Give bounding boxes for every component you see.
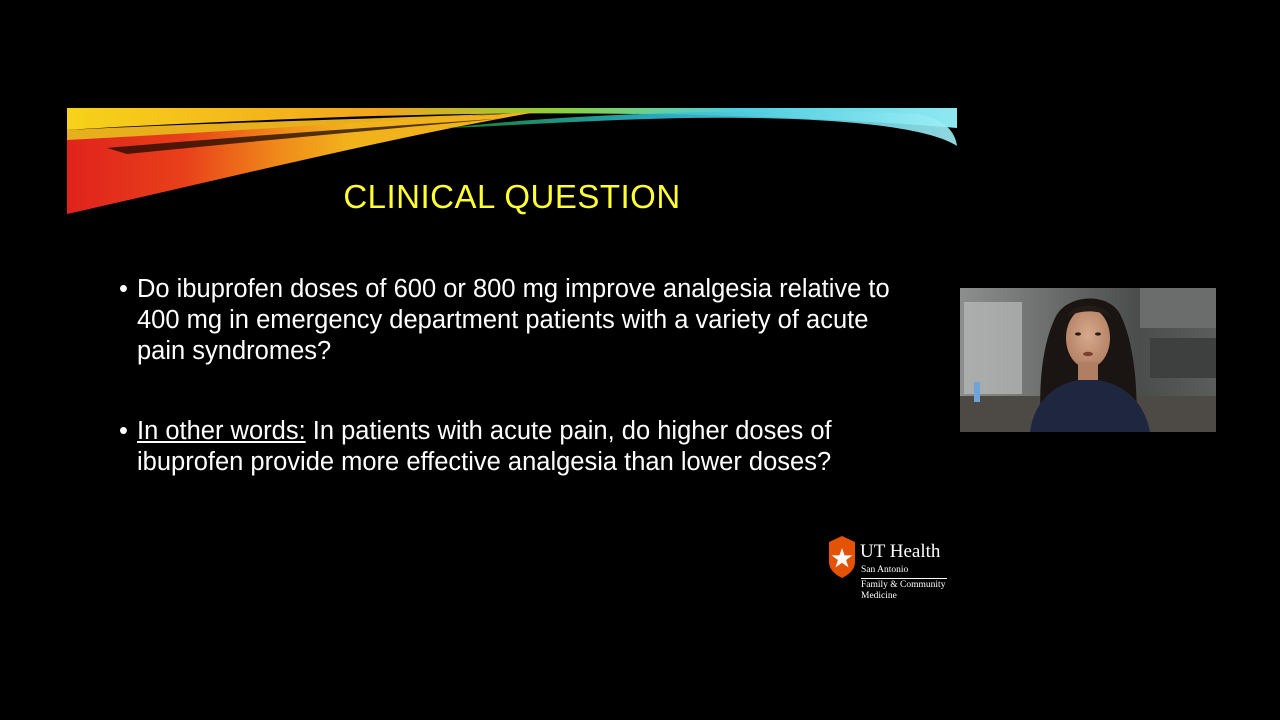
logo-department: Family & Community [861,580,946,590]
bullet-text: Do ibuprofen doses of 600 or 800 mg improve analgesia relative to 400 mg in emergency department patients with a variety of acute pain syndromes? [137,275,890,365]
presentation-slide [67,108,957,608]
presenter-video-feed[interactable] [960,288,1216,432]
bullet-text: In patients with acute pain, do higher doses of ibuprofen provide more effective analgesia than lower doses? [137,417,832,476]
bullet-dot: • [119,275,128,303]
presenter-video-image [960,288,1216,432]
bullet-list [119,274,909,478]
bullet-prefix: In other words: [137,417,306,445]
bullet-item [119,416,909,478]
logo-department-2: Medicine [861,591,897,601]
logo-subtitle: San Antonio [861,565,909,575]
ut-health-logo [827,536,957,606]
texas-star-shield-icon [827,536,857,578]
logo-name: UT Health [860,541,941,562]
logo-divider [861,578,947,579]
slide-title: CLINICAL QUESTION [343,178,681,215]
bullet-item [119,274,909,367]
bullet-dot: • [119,417,128,445]
